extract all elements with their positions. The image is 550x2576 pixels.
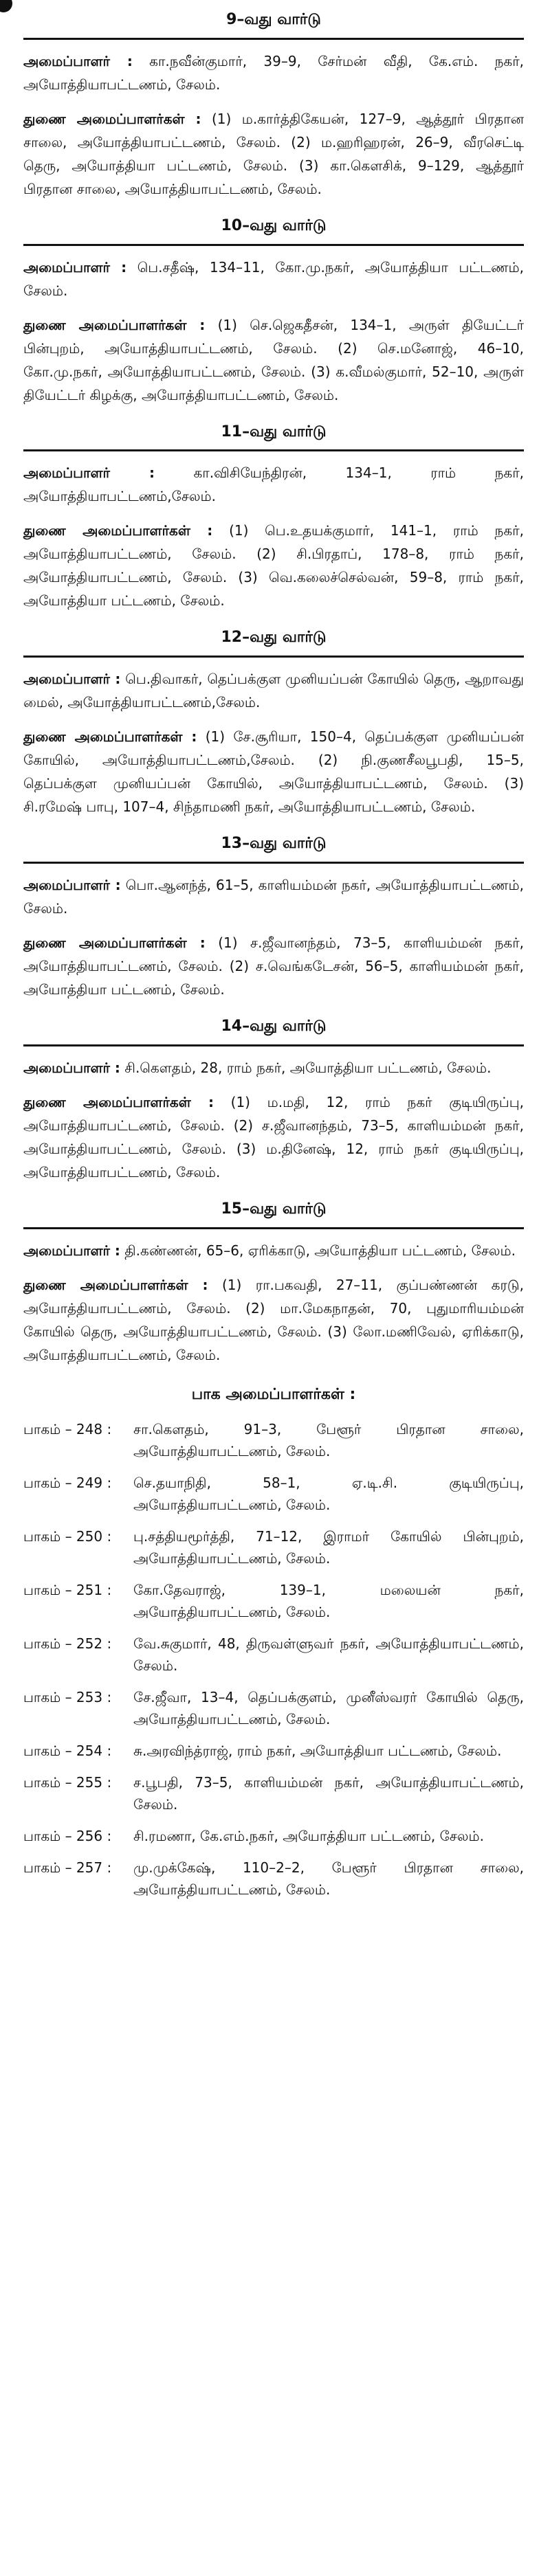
paga-text: சு.அரவிந்த்ராஜ், ராம் நகர், அயோத்தியா பட்டணம், சேலம். bbox=[133, 1742, 502, 1759]
paga-list bbox=[23, 1418, 524, 1901]
ward-title: 14–வது வார்டு bbox=[221, 1017, 327, 1035]
paga-text: ச.பூபதி, 73–5, காளியம்மன் நகர், அயோத்தியாபட்டணம், சேலம். bbox=[133, 1773, 524, 1813]
divider bbox=[23, 449, 524, 451]
divider bbox=[23, 38, 524, 40]
ward-block bbox=[23, 1199, 524, 1367]
paga-number: பாகம் – 250 : bbox=[23, 1527, 112, 1545]
paga-number: பாகம் – 254 : bbox=[23, 1742, 112, 1759]
thunai-label: துணை அமைப்பாளர்கள் : bbox=[23, 522, 213, 539]
thunai-text: (1) சே.சூரியா, 150–4, தெப்பக்குள முனியப்பன் கோயில், அயோத்தியாபட்டணம்,சேலம். (2) நி.குணசீலபூபதி, 15–5, தெப்பக்குள முனியப்பன் கோயில், அயோத்தியாபட்டணம், சேலம். (3) சி.ரமேஷ் பாபு, 107–4, சிந்தாமணி நகர், அயோத்தியாபட்டணம், சேலம். bbox=[23, 728, 524, 816]
amaippalar-entry bbox=[23, 49, 524, 96]
paga-number: பாகம் – 256 : bbox=[23, 1827, 112, 1844]
ward-block bbox=[23, 1016, 524, 1184]
ward-title: 9–வது வார்டு bbox=[226, 11, 321, 28]
thunai-text: (1) பெ.உதயக்குமார், 141–1, ராம் நகர், அயோத்தியாபட்டணம், சேலம். (2) சி.பிரதாப், 178–8, ராம் நகர், அயோத்தியாபட்டணம், சேலம். (3) வெ.கலைச்செல்வன், 59–8, ராம் நகர், அயோத்தியா பட்டணம், சேலம். bbox=[23, 522, 524, 609]
amaippalar-entry bbox=[23, 873, 524, 920]
paga-number: பாகம் – 257 : bbox=[23, 1859, 112, 1876]
paga-row bbox=[23, 1633, 524, 1677]
thunai-text: (1) ம.மதி, 12, ராம் நகர் குடியிருப்பு, அயோத்தியாபட்டணம், சேலம். (2) ச.ஜீவானந்தம், 73–5, காளியம்மன் நகர், அயோத்தியாபட்டணம், சேலம். (3) ம.தினேஷ், 12, ராம் நகர் குடியிருப்பு, அயோத்தியாபட்டணம், சேலம். bbox=[23, 1093, 524, 1180]
thunai-text: (1) செ.ஜெகதீசன், 134–1, அருள் தியேட்டர் பின்புறம், அயோத்தியாபட்டணம், சேலம். (2) செ.மனோஜ், 46–10, கோ.மு.நகர், அயோத்தியாபட்டணம், சேலம். (3) க.வீமல்குமார், 52–10, அருள் தியேட்டர் கிழக்கு, அயோத்தியாபட்டணம், சேலம். bbox=[23, 316, 524, 403]
divider bbox=[23, 862, 524, 864]
amaippalar-label: அமைப்பாளர் : bbox=[23, 1242, 120, 1259]
amaippalar-text: சி.கௌதம், 28, ராம் நகர், அயோத்தியா பட்டணம், சேலம். bbox=[124, 1059, 492, 1076]
amaippalar-text: தி.கண்ணன், 65–6, ஏரிக்காடு, அயோத்தியா பட்டணம், சேலம். bbox=[124, 1242, 516, 1259]
amaippalar-label: அமைப்பாளர் : bbox=[23, 464, 155, 482]
wards-list bbox=[23, 10, 524, 1367]
paga-number: பாகம் – 249 : bbox=[23, 1474, 112, 1491]
amaippalar-label: அமைப்பாளர் : bbox=[23, 876, 121, 893]
ward-title: 15–வது வார்டு bbox=[221, 1200, 327, 1218]
ward-block bbox=[23, 833, 524, 1001]
corner-mark bbox=[0, 0, 12, 12]
amaippalar-text: பொ.ஆனந்த், 61–5, காளியம்மன் நகர், அயோத்தியாபட்டணம், சேலம். bbox=[23, 876, 525, 917]
thunai-text: (1) ச.ஜீவானந்தம், 73–5, காளியம்மன் நகர், அயோத்தியாபட்டணம், சேலம். (2) ச.வெங்கடேசன், 56–5, காளியம்மன் நகர், அயோத்தியா பட்டணம், சேலம். bbox=[23, 934, 525, 998]
paga-section-title: பாக அமைப்பாளர்கள் : bbox=[191, 1385, 356, 1403]
paga-text: கோ.தேவராஜ், 139–1, மலையன் நகர், அயோத்தியாபட்டணம், சேலம். bbox=[133, 1581, 524, 1620]
divider bbox=[23, 656, 524, 658]
thunai-label: துணை அமைப்பாளர்கள் : bbox=[23, 728, 197, 746]
paga-text: பு.சத்தியமூர்த்தி, 71–12, இராமர் கோயில் பின்புறம், அயோத்தியாபட்டணம், சேலம். bbox=[133, 1527, 524, 1567]
paga-text: வே.சுகுமார், 48, திருவள்ளுவர் நகர், அயோத்தியாபட்டணம், சேலம். bbox=[133, 1635, 524, 1674]
ward-block bbox=[23, 10, 524, 201]
ward-block bbox=[23, 422, 524, 613]
divider bbox=[23, 1227, 524, 1229]
divider bbox=[23, 1044, 524, 1046]
paga-number: பாகம் – 248 : bbox=[23, 1420, 112, 1437]
ward-block bbox=[23, 627, 524, 818]
thunai-entry bbox=[23, 519, 524, 612]
paga-text: சே.ஜீவா, 13–4, தெப்பக்குளம், முனீஸ்வரர் கோயில் தெரு, அயோத்தியாபட்டணம், சேலம். bbox=[133, 1688, 524, 1727]
paga-number: பாகம் – 253 : bbox=[23, 1688, 112, 1705]
ward-block bbox=[23, 216, 524, 407]
paga-row bbox=[23, 1472, 524, 1516]
amaippalar-entry bbox=[23, 667, 524, 714]
amaippalar-entry bbox=[23, 256, 524, 302]
amaippalar-text: பெ.திவாகர், தெப்பக்குள முனியப்பன் கோயில் தெரு, ஆறாவது மைல், அயோத்தியாபட்டணம்,சேலம். bbox=[23, 671, 525, 711]
amaippalar-entry bbox=[23, 1056, 524, 1079]
amaippalar-text: கா.விசியேந்திரன், 134–1, ராம் நகர், அயோத்தியாபட்டணம்,சேலம். bbox=[23, 464, 524, 505]
paga-row bbox=[23, 1579, 524, 1623]
thunai-entry bbox=[23, 107, 524, 201]
amaippalar-text: கா.நவீன்குமார், 39–9, சேர்மன் வீதி, கே.எம். நகர், அயோத்தியாபட்டணம், சேலம். bbox=[23, 52, 525, 93]
ward-title: 11–வது வார்டு bbox=[221, 423, 327, 440]
paga-row bbox=[23, 1857, 524, 1901]
thunai-label: துணை அமைப்பாளர்கள் : bbox=[23, 1276, 208, 1293]
amaippalar-entry bbox=[23, 1239, 524, 1262]
paga-row bbox=[23, 1771, 524, 1815]
ward-title: 12–வது வார்டு bbox=[221, 629, 327, 647]
divider bbox=[23, 244, 524, 246]
paga-text: சா.கௌதம், 91–3, பேளூர் பிரதான சாலை, அயோத்தியாபட்டணம், சேலம். bbox=[133, 1420, 524, 1459]
thunai-label: துணை அமைப்பாளர்கள் : bbox=[23, 316, 206, 333]
paga-number: பாகம் – 252 : bbox=[23, 1635, 112, 1652]
paga-row bbox=[23, 1825, 524, 1847]
paga-row bbox=[23, 1525, 524, 1569]
thunai-label: துணை அமைப்பாளர்கள் : bbox=[23, 1093, 214, 1110]
paga-row bbox=[23, 1686, 524, 1730]
amaippalar-label: அமைப்பாளர் : bbox=[23, 52, 133, 69]
amaippalar-entry bbox=[23, 461, 524, 508]
thunai-text: (1) ரா.பகவதி, 27–11, குப்பண்ணன் கரடு, அயோத்தியாபட்டணம், சேலம். (2) மா.மேகநாதன், 70, புதுமாரியம்மன் கோயில் தெரு, அயோத்தியாபட்டணம், சேலம். (3) லோ.மணிவேல், ஏரிக்காடு, அயோத்தியாபட்டணம், சேலம். bbox=[23, 1276, 524, 1363]
thunai-text: (1) ம.கார்த்திகேயன், 127–9, ஆத்தூர் பிரதான சாலை, அயோத்தியாபட்டணம், சேலம். (2) ம.ஹரிஹரன், 26–9, வீரசெட்டி தெரு, அயோத்தியா பட்டணம், சேலம். (3) கா.கௌசிக், 9–129, ஆத்தூர் பிரதான சாலை, அயோத்தியாபட்டணம், சேலம். bbox=[23, 110, 525, 197]
amaippalar-label: அமைப்பாளர் : bbox=[23, 1059, 120, 1076]
paga-text: செ.தயாநிதி, 58–1, ஏ.டி.சி. குடியிருப்பு, அயோத்தியாபட்டணம், சேலம். bbox=[133, 1474, 524, 1513]
amaippalar-label: அமைப்பாளர் : bbox=[23, 258, 127, 276]
thunai-entry bbox=[23, 725, 524, 818]
ward-title: 13–வது வார்டு bbox=[221, 835, 327, 853]
paga-number: பாகம் – 255 : bbox=[23, 1773, 112, 1791]
thunai-label: துணை அமைப்பாளர்கள் : bbox=[23, 110, 201, 127]
amaippalar-label: அமைப்பாளர் : bbox=[23, 671, 121, 688]
paga-text: சி.ரமணா, கே.எம்.நகர், அயோத்தியா பட்டணம், சேலம். bbox=[133, 1827, 484, 1844]
thunai-entry bbox=[23, 931, 524, 1001]
paga-text: மு.முக்கேஷ், 110–2–2, பேளூர் பிரதான சாலை, அயோத்தியாபட்டணம், சேலம். bbox=[133, 1859, 524, 1898]
thunai-label: துணை அமைப்பாளர்கள் : bbox=[23, 934, 206, 951]
paga-row bbox=[23, 1418, 524, 1462]
ward-title: 10–வது வார்டு bbox=[221, 216, 327, 234]
paga-row bbox=[23, 1740, 524, 1762]
thunai-entry bbox=[23, 1273, 524, 1367]
paga-number: பாகம் – 251 : bbox=[23, 1581, 112, 1598]
thunai-entry bbox=[23, 313, 524, 407]
thunai-entry bbox=[23, 1090, 524, 1184]
amaippalar-text: பெ.சதீஷ், 134–11, கோ.மு.நகர், அயோத்தியா பட்டணம், சேலம். bbox=[23, 258, 524, 299]
